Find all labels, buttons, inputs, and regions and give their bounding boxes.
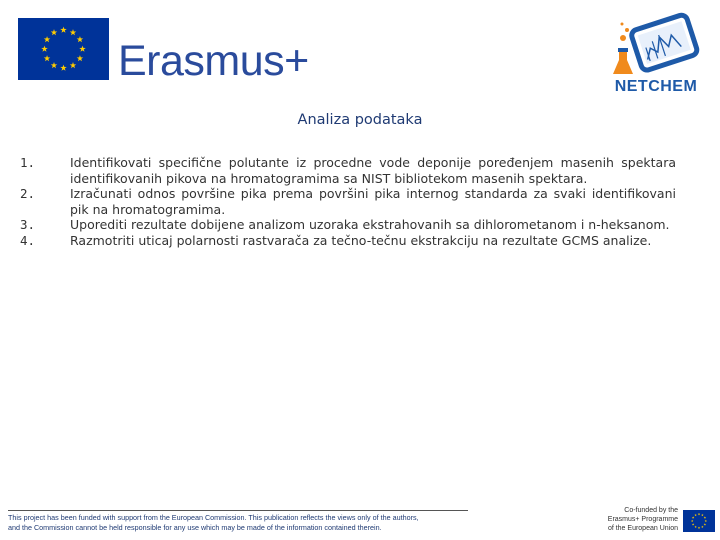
list-item-number: 2. bbox=[20, 186, 36, 201]
eu-flag-logo bbox=[18, 18, 109, 80]
list-item-text: Izračunati odnos površine pika prema površini pika internog standarda za svaki identifikovani pik na hromatogramima. bbox=[70, 186, 676, 217]
list-item-text: Identifikovati specifične polutante iz procedne vode deponije poređenjem masenih spektara identifikovanih pikova na hromatogramima sa NIST bibliotekom masenih spektara. bbox=[70, 155, 676, 186]
disclaimer-line: and the Commission cannot be held responsible for any use which may be made of the information contained therein. bbox=[8, 523, 382, 532]
list-item-number: 3. bbox=[20, 217, 36, 232]
funding-disclaimer bbox=[8, 513, 488, 533]
list-item-number: 4. bbox=[20, 232, 36, 248]
disclaimer-line: This project has been funded with support from the European Commission. This publication reflects the views only of the authors, bbox=[8, 513, 419, 522]
list-item bbox=[20, 217, 676, 233]
task-list bbox=[20, 155, 676, 248]
erasmus-plus-logo-text: Erasmus+ bbox=[118, 37, 309, 85]
list-item bbox=[20, 155, 676, 186]
list-item bbox=[20, 233, 676, 249]
cofunded-line: Erasmus+ Programme bbox=[607, 516, 678, 523]
footer-divider bbox=[8, 510, 468, 511]
eu-flag-small-icon bbox=[683, 510, 715, 532]
list-item-text: Uporediti rezultate dobijene analizom uzoraka ekstrahovanih sa dihlorometanom i n-heksanom. bbox=[70, 217, 670, 232]
cofunded-label bbox=[596, 506, 678, 533]
netchem-logo-text: NETCHEM bbox=[614, 78, 698, 95]
cofunded-line: of the European Union bbox=[607, 525, 678, 532]
list-item-text: Razmotriti uticaj polarnosti rastvarača za tečno-tečnu ekstrakciju na rezultate GCMS analize. bbox=[70, 232, 652, 248]
list-item bbox=[20, 186, 676, 217]
list-item-number: 1. bbox=[20, 155, 36, 170]
page-title: Analiza podataka bbox=[297, 112, 423, 128]
cofunded-line: Co-funded by the bbox=[624, 507, 678, 514]
